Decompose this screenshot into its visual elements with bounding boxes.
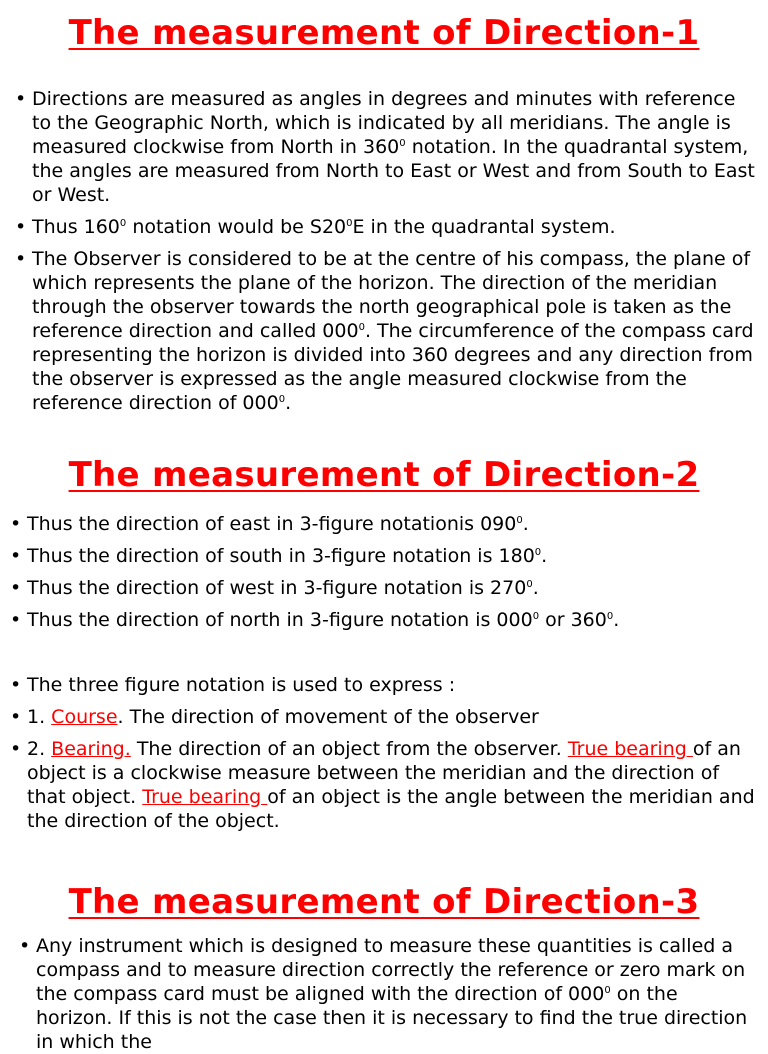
section-2-title: The measurement of Direction-2 [68, 455, 700, 495]
section-1-bullets [15, 87, 760, 415]
true-bearing-term: True bearing [567, 738, 693, 760]
section-2-bullets [10, 512, 760, 833]
list-item: • The three figure notation is used to express : [10, 673, 760, 697]
list-item: • 2. Bearing. The direction of an object from the observer. True bearing of an object is a clockwise measure between the meridian and the direction of that object. True bearing of an object is the angle between the meridian and the direction of the object. [10, 737, 760, 833]
course-term: Course [51, 706, 118, 728]
list-item: • Thus the direction of north in 3-figure notation is $000^0$ or $360^0$. [10, 608, 760, 632]
list-item: • Directions are measured as angles in degrees and minutes with reference to the Geographic North, which is indicated by all meridians. The angle is measured clockwise from North in $360^0$ notation. In the quadrantal system, the angles are measured from North to East or West and from South to East or West. [15, 87, 760, 207]
section-3-title: The measurement of Direction-3 [68, 882, 700, 922]
list-item: • Any instrument which is designed to measure these quantities is called a compass and to measure direction correctly the reference or zero mark on the compass card must be aligned with the direction of $000^0$ on the horizon. If this is not the case then it is necessary to find the true direction in which the [19, 934, 754, 1054]
list-item: • Thus the direction of west in 3-figure notation is $270^0$. [10, 576, 760, 600]
bearing-term: Bearing. [51, 738, 131, 760]
list-item: • Thus the direction of south in 3-figure notation is $180^0$. [10, 544, 760, 568]
list-item: • Thus $160^0$ notation would be $S20^0E$ in the quadrantal system. [15, 215, 760, 239]
true-bearing-term: True bearing [142, 786, 268, 808]
list-item: • 1. Course. The direction of movement of the observer [10, 705, 760, 729]
list-item: • The Observer is considered to be at the centre of his compass, the plane of which represents the plane of the horizon. The direction of the meridian through the observer towards the north geographical pole is taken as the reference direction and called $000^0$. The circumference of the compass card representing the horizon is divided into 360 degrees and any direction from the observer is expressed as the angle measured clockwise from the reference direction of $000^0$. [15, 247, 760, 415]
section-3-bullets [19, 934, 754, 1054]
section-1-title: The measurement of Direction-1 [68, 13, 700, 53]
list-item: • Thus the direction of east in 3-figure notationis $090^0$. [10, 512, 760, 536]
